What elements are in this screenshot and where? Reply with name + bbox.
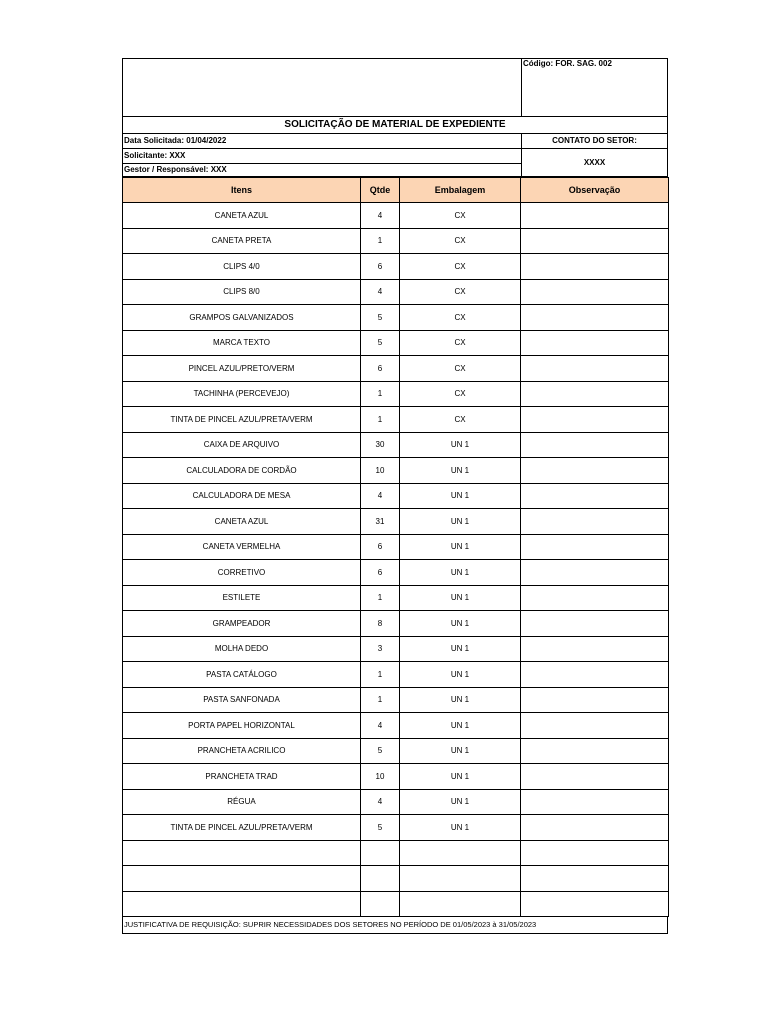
cell-qtde: 5 xyxy=(361,815,400,841)
cell-qtde: 1 xyxy=(361,662,400,688)
cell-embalagem: UN 1 xyxy=(400,738,521,764)
cell-embalagem xyxy=(400,840,521,866)
contact-box xyxy=(521,134,668,177)
cell-item xyxy=(123,866,361,892)
cell-embalagem: CX xyxy=(400,228,521,254)
data-solicitada: Data Solicitada: 01/04/2022 xyxy=(122,134,521,149)
cell-item: ESTILETE xyxy=(123,585,361,611)
cell-qtde xyxy=(361,891,400,917)
cell-qtde: 10 xyxy=(361,458,400,484)
cell-embalagem: CX xyxy=(400,279,521,305)
cell-qtde xyxy=(361,866,400,892)
cell-item xyxy=(123,840,361,866)
table-row xyxy=(123,458,669,484)
table-row xyxy=(123,866,669,892)
cell-item: MOLHA DEDO xyxy=(123,636,361,662)
cell-observacao xyxy=(521,483,669,509)
cell-embalagem: CX xyxy=(400,381,521,407)
form-title: SOLICITAÇÃO DE MATERIAL DE EXPEDIENTE xyxy=(122,116,668,134)
cell-embalagem xyxy=(400,891,521,917)
cell-embalagem: UN 1 xyxy=(400,687,521,713)
cell-item: CANETA VERMELHA xyxy=(123,534,361,560)
cell-embalagem: CX xyxy=(400,407,521,433)
cell-qtde: 4 xyxy=(361,483,400,509)
cell-qtde: 4 xyxy=(361,279,400,305)
table-row xyxy=(123,356,669,382)
table-row xyxy=(123,764,669,790)
cell-observacao xyxy=(521,840,669,866)
cell-observacao xyxy=(521,713,669,739)
cell-qtde: 10 xyxy=(361,764,400,790)
cell-observacao xyxy=(521,381,669,407)
column-header-observacao: Observação xyxy=(521,178,669,203)
cell-qtde: 3 xyxy=(361,636,400,662)
cell-item: PRANCHETA TRAD xyxy=(123,764,361,790)
cell-qtde: 1 xyxy=(361,687,400,713)
table-row xyxy=(123,738,669,764)
cell-embalagem: UN 1 xyxy=(400,509,521,535)
cell-qtde: 1 xyxy=(361,407,400,433)
table-row xyxy=(123,279,669,305)
cell-qtde: 6 xyxy=(361,254,400,280)
cell-observacao xyxy=(521,534,669,560)
cell-observacao xyxy=(521,738,669,764)
solicitante: Solicitante: XXX xyxy=(122,149,521,164)
cell-item: RÉGUA xyxy=(123,789,361,815)
cell-observacao xyxy=(521,560,669,586)
contact-label: CONTATO DO SETOR: xyxy=(522,134,667,149)
cell-observacao xyxy=(521,458,669,484)
cell-qtde: 1 xyxy=(361,585,400,611)
cell-qtde: 1 xyxy=(361,228,400,254)
gestor-responsavel: Gestor / Responsável: XXX xyxy=(122,164,521,177)
table-row xyxy=(123,381,669,407)
table-row xyxy=(123,254,669,280)
cell-embalagem: UN 1 xyxy=(400,636,521,662)
cell-item: CANETA PRETA xyxy=(123,228,361,254)
table-row xyxy=(123,509,669,535)
cell-item: GRAMPEADOR xyxy=(123,611,361,637)
cell-embalagem: CX xyxy=(400,203,521,229)
table-row xyxy=(123,483,669,509)
cell-observacao xyxy=(521,585,669,611)
cell-qtde: 1 xyxy=(361,381,400,407)
table-row xyxy=(123,891,669,917)
cell-item xyxy=(123,891,361,917)
cell-observacao xyxy=(521,407,669,433)
table-row xyxy=(123,687,669,713)
table-row xyxy=(123,840,669,866)
cell-embalagem: UN 1 xyxy=(400,432,521,458)
cell-embalagem: UN 1 xyxy=(400,585,521,611)
cell-embalagem: UN 1 xyxy=(400,534,521,560)
cell-qtde: 30 xyxy=(361,432,400,458)
column-header-itens: Itens xyxy=(123,178,361,203)
table-row xyxy=(123,330,669,356)
cell-item: CORRETIVO xyxy=(123,560,361,586)
table-row xyxy=(123,407,669,433)
items-table xyxy=(122,177,669,917)
form-code: Código: FOR. SAG. 002 xyxy=(523,59,612,68)
cell-item: TINTA DE PINCEL AZUL/PRETA/VERM xyxy=(123,407,361,433)
cell-observacao xyxy=(521,891,669,917)
cell-observacao xyxy=(521,254,669,280)
cell-item: PINCEL AZUL/PRETO/VERM xyxy=(123,356,361,382)
cell-observacao xyxy=(521,330,669,356)
cell-qtde: 5 xyxy=(361,330,400,356)
cell-qtde: 8 xyxy=(361,611,400,637)
table-row xyxy=(123,228,669,254)
cell-qtde: 6 xyxy=(361,356,400,382)
cell-item: CLIPS 8/0 xyxy=(123,279,361,305)
cell-item: PASTA SANFONADA xyxy=(123,687,361,713)
contact-value: XXXX xyxy=(583,158,606,167)
cell-item: CALCULADORA DE CORDÃO xyxy=(123,458,361,484)
cell-embalagem: CX xyxy=(400,254,521,280)
form-code-box xyxy=(521,58,668,117)
cell-embalagem xyxy=(400,866,521,892)
cell-qtde: 4 xyxy=(361,713,400,739)
table-row xyxy=(123,611,669,637)
cell-observacao xyxy=(521,509,669,535)
cell-embalagem: UN 1 xyxy=(400,611,521,637)
justificativa: JUSTIFICATIVA DE REQUISIÇÃO: SUPRIR NECESSIDADES DOS SETORES NO PERÍODO DE 01/05/2023 à 31/05/2023 xyxy=(122,917,668,934)
cell-embalagem: UN 1 xyxy=(400,458,521,484)
table-row xyxy=(123,305,669,331)
cell-observacao xyxy=(521,815,669,841)
cell-embalagem: UN 1 xyxy=(400,560,521,586)
cell-observacao xyxy=(521,687,669,713)
cell-embalagem: CX xyxy=(400,356,521,382)
cell-observacao xyxy=(521,203,669,229)
table-row xyxy=(123,560,669,586)
cell-embalagem: UN 1 xyxy=(400,789,521,815)
cell-embalagem: UN 1 xyxy=(400,483,521,509)
table-header-row xyxy=(123,178,669,203)
cell-observacao xyxy=(521,305,669,331)
table-row xyxy=(123,636,669,662)
table-row xyxy=(123,585,669,611)
table-row xyxy=(123,203,669,229)
cell-qtde xyxy=(361,840,400,866)
cell-embalagem: UN 1 xyxy=(400,764,521,790)
cell-qtde: 5 xyxy=(361,738,400,764)
table-row xyxy=(123,815,669,841)
cell-observacao xyxy=(521,636,669,662)
cell-item: CANETA AZUL xyxy=(123,509,361,535)
cell-qtde: 31 xyxy=(361,509,400,535)
column-header-embalagem: Embalagem xyxy=(400,178,521,203)
table-row xyxy=(123,534,669,560)
cell-item: CLIPS 4/0 xyxy=(123,254,361,280)
table-row xyxy=(123,432,669,458)
cell-observacao xyxy=(521,228,669,254)
cell-item: PRANCHETA ACRILICO xyxy=(123,738,361,764)
cell-observacao xyxy=(521,279,669,305)
cell-observacao xyxy=(521,611,669,637)
cell-item: TINTA DE PINCEL AZUL/PRETA/VERM xyxy=(123,815,361,841)
cell-qtde: 5 xyxy=(361,305,400,331)
cell-embalagem: UN 1 xyxy=(400,713,521,739)
table-row xyxy=(123,662,669,688)
cell-item: PORTA PAPEL HORIZONTAL xyxy=(123,713,361,739)
cell-observacao xyxy=(521,662,669,688)
table-row xyxy=(123,789,669,815)
cell-embalagem: CX xyxy=(400,305,521,331)
cell-item: CALCULADORA DE MESA xyxy=(123,483,361,509)
cell-observacao xyxy=(521,432,669,458)
cell-observacao xyxy=(521,764,669,790)
cell-embalagem: UN 1 xyxy=(400,815,521,841)
cell-qtde: 6 xyxy=(361,534,400,560)
column-header-qtde: Qtde xyxy=(361,178,400,203)
cell-item: CANETA AZUL xyxy=(123,203,361,229)
cell-embalagem: CX xyxy=(400,330,521,356)
cell-item: GRAMPOS GALVANIZADOS xyxy=(123,305,361,331)
cell-item: MARCA TEXTO xyxy=(123,330,361,356)
table-row xyxy=(123,713,669,739)
cell-item: CAIXA DE ARQUIVO xyxy=(123,432,361,458)
cell-item: TACHINHA (PERCEVEJO) xyxy=(123,381,361,407)
cell-observacao xyxy=(521,789,669,815)
cell-observacao xyxy=(521,866,669,892)
cell-item: PASTA CATÁLOGO xyxy=(123,662,361,688)
cell-qtde: 4 xyxy=(361,789,400,815)
cell-observacao xyxy=(521,356,669,382)
cell-qtde: 4 xyxy=(361,203,400,229)
cell-embalagem: UN 1 xyxy=(400,662,521,688)
cell-qtde: 6 xyxy=(361,560,400,586)
